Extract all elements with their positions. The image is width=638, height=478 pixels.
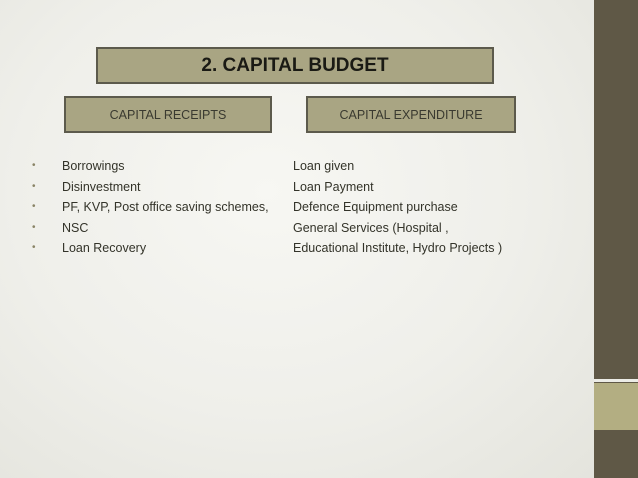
list-item: General Services (Hospital , — [293, 220, 449, 235]
bullet-icon: • — [32, 221, 36, 233]
sidebar-accent-block — [594, 383, 638, 430]
capital-receipts-list — [32, 156, 269, 259]
list-item — [32, 238, 269, 259]
list-item-label: Loan Recovery — [62, 241, 147, 255]
list-item — [32, 177, 269, 198]
capital-expenditure-list — [293, 156, 502, 259]
list-item-label: NSC — [62, 220, 89, 235]
bullet-icon: • — [32, 201, 36, 212]
list-item — [32, 218, 269, 239]
bullet-icon: • — [32, 242, 36, 253]
bullet-icon: • — [32, 160, 36, 171]
list-item-label: PF, KVP, Post office saving schemes, — [62, 200, 269, 214]
slide-title: 2. CAPITAL BUDGET — [96, 47, 494, 84]
list-item-label: Borrowings — [62, 159, 125, 173]
bullet-icon: • — [32, 180, 36, 192]
capital-expenditure-header: CAPITAL EXPENDITURE — [306, 96, 516, 133]
list-item: Loan given — [293, 159, 355, 173]
list-item — [32, 156, 269, 177]
sidebar-divider — [594, 379, 638, 382]
list-item: Educational Institute, Hydro Projects ) — [293, 241, 503, 255]
list-item-label: Disinvestment — [62, 179, 141, 194]
capital-receipts-header: CAPITAL RECEIPTS — [64, 96, 272, 133]
list-item — [32, 197, 269, 218]
list-item: Defence Equipment purchase — [293, 200, 458, 214]
list-item: Loan Payment — [293, 179, 374, 194]
